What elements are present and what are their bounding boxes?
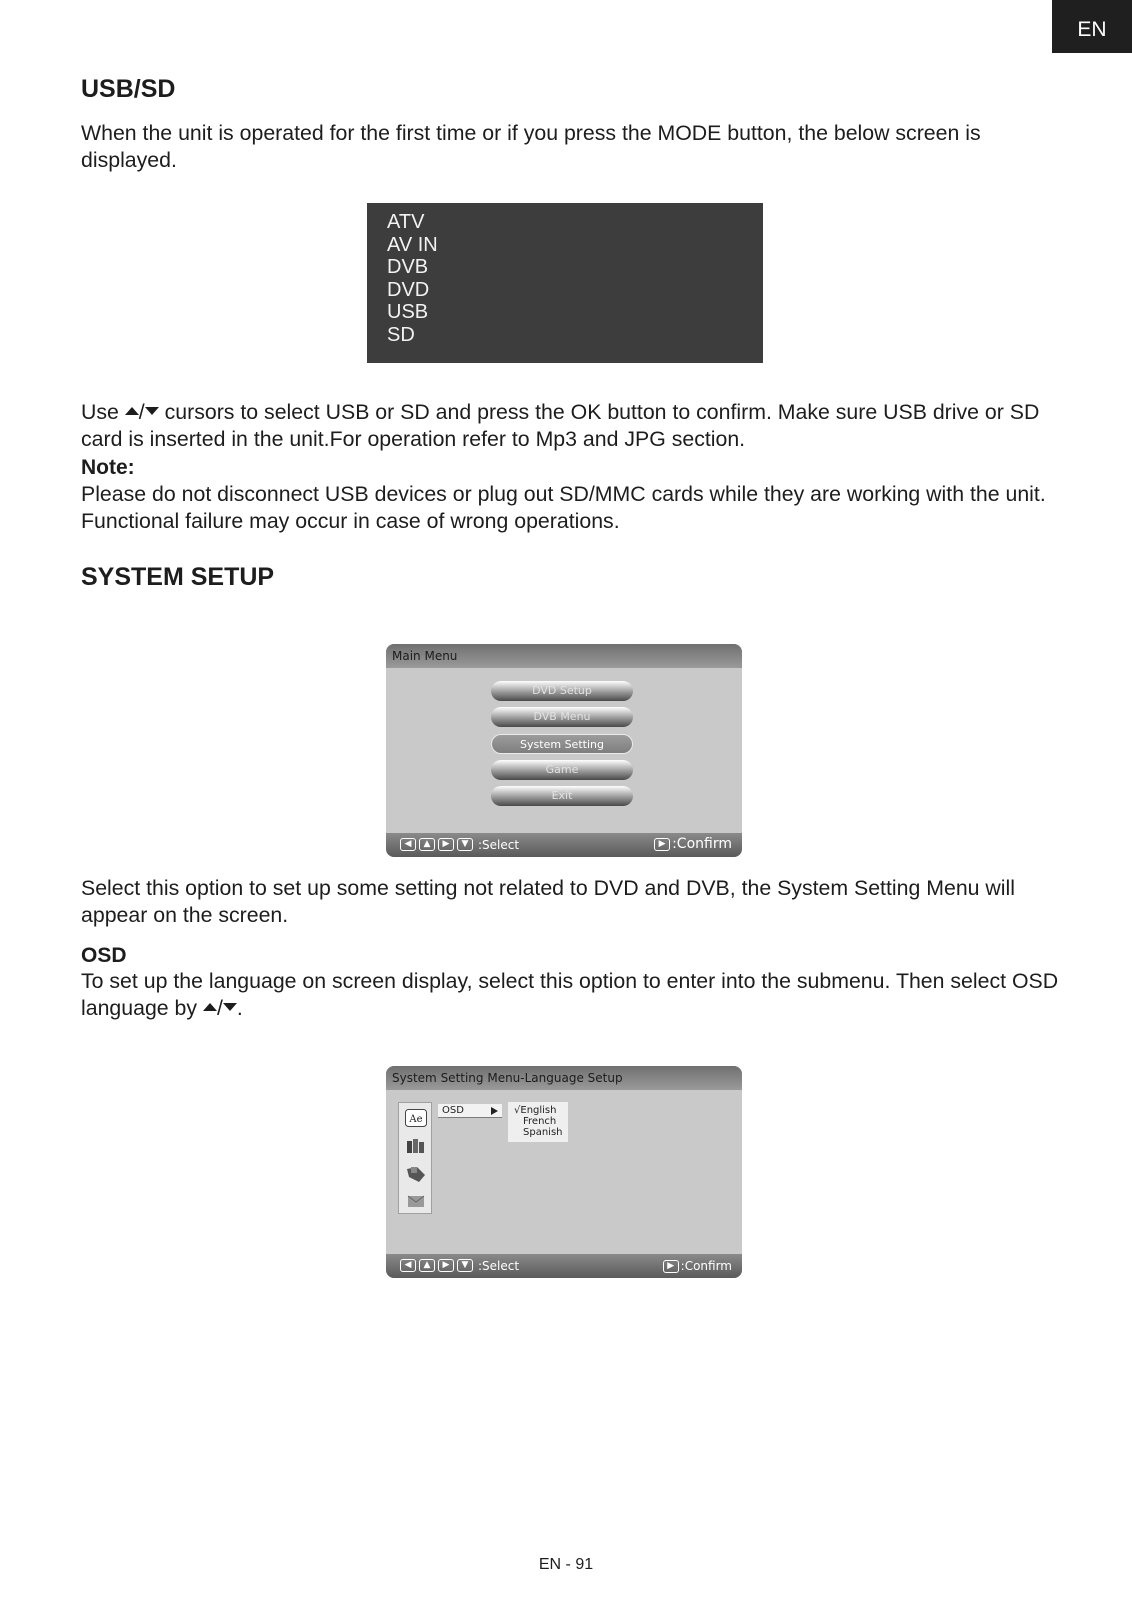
usb-sd-instructions: [81, 399, 1061, 453]
use-text: cursors to select USB or SD and press the OK button to confirm. Make sure USB drive or SD card is inserted in the unit.For operation refer to Mp3 and JPG section.: [81, 400, 1040, 451]
language-option-french[interactable]: French: [523, 1116, 557, 1127]
osd-menu-label: OSD: [442, 1105, 464, 1116]
audio-icon[interactable]: [405, 1165, 427, 1183]
usb-sd-intro: When the unit is operated for the first time or if you press the MODE button, the below screen is displayed.: [81, 121, 981, 172]
enter-key-icon: ▶: [663, 1260, 679, 1273]
menu-item-dvb-menu[interactable]: DVB Menu: [491, 707, 633, 727]
down-key-icon: ▼: [457, 1259, 473, 1272]
main-menu-hint-bar: [386, 833, 742, 857]
main-menu-screen: [386, 644, 742, 857]
language-options: [508, 1102, 568, 1142]
osd-text-suffix: .: [236, 996, 243, 1020]
page-number: EN - 91: [538, 1556, 594, 1573]
language-setup-title: System Setting Menu-Language Setup: [386, 1066, 742, 1090]
misc-icon[interactable]: [405, 1191, 427, 1209]
right-key-icon: ▶: [438, 838, 454, 851]
osd-text-prefix: To set up the language on screen display, select this option to enter into the submenu. Then select OSD language by: [81, 969, 1059, 1020]
left-key-icon: ◀: [400, 1259, 416, 1272]
source-item-sd[interactable]: SD: [387, 323, 415, 346]
language-tab: EN: [1052, 0, 1132, 53]
source-item-atv[interactable]: ATV: [387, 211, 425, 233]
note-text: Please do not disconnect USB devices or plug out SD/MMC cards while they are working with the unit. Functional failure may occur in case of wrong operations.: [81, 482, 1046, 533]
system-setup-heading: SYSTEM SETUP: [81, 563, 275, 591]
up-arrow-icon: [203, 1003, 217, 1011]
usb-sd-heading: USB/SD: [81, 75, 176, 103]
video-icon[interactable]: [405, 1137, 427, 1155]
language-setup-hint-bar: [386, 1254, 742, 1278]
submenu-arrow-icon: [491, 1107, 498, 1115]
language-icon[interactable]: [405, 1109, 427, 1127]
confirm-hint: :Confirm: [672, 836, 732, 852]
arrow-slash: /: [216, 996, 223, 1020]
system-setting-description: Select this option to set up some setting not related to DVD and DVB, the System Setting Menu will appear on the screen.: [81, 876, 1015, 927]
settings-icon-column: [398, 1102, 432, 1214]
source-item-dvd[interactable]: DVD: [387, 278, 430, 301]
main-menu-title: Main Menu: [386, 644, 742, 668]
right-key-icon: ▶: [438, 1259, 454, 1272]
source-item-usb[interactable]: USB: [387, 301, 429, 323]
down-arrow-icon: [223, 1003, 237, 1011]
select-hint: :Select: [478, 838, 520, 852]
source-item-dvb[interactable]: DVB: [387, 256, 429, 278]
language-option-spanish[interactable]: Spanish: [523, 1127, 563, 1138]
source-item-av-in[interactable]: AV IN: [387, 233, 438, 256]
menu-item-game[interactable]: Game: [491, 760, 633, 780]
enter-key-icon: ▶: [654, 838, 670, 851]
arrow-slash: /: [138, 400, 145, 424]
down-key-icon: ▼: [457, 838, 473, 851]
up-key-icon: ▲: [419, 1259, 435, 1272]
select-hint: :Select: [478, 1259, 520, 1273]
menu-item-system-setting[interactable]: System Setting: [491, 734, 633, 754]
language-setup-screen: [386, 1066, 742, 1278]
osd-heading: OSD: [81, 944, 127, 967]
svg-text:Ae: Ae: [409, 1114, 423, 1125]
menu-item-exit[interactable]: Exit: [491, 786, 633, 806]
menu-item-dvd-setup[interactable]: DVD Setup: [491, 681, 633, 701]
left-key-icon: ◀: [400, 838, 416, 851]
up-arrow-icon: [125, 407, 139, 415]
confirm-hint: :Confirm: [680, 1259, 732, 1273]
down-arrow-icon: [145, 407, 159, 415]
language-option-english[interactable]: √English: [514, 1105, 557, 1116]
osd-menu-item[interactable]: [438, 1104, 502, 1118]
up-key-icon: ▲: [419, 838, 435, 851]
use-prefix: Use: [81, 400, 119, 424]
note-label: Note:: [81, 456, 135, 479]
osd-instructions: [81, 968, 1061, 1022]
source-menu-screen: [367, 203, 763, 363]
